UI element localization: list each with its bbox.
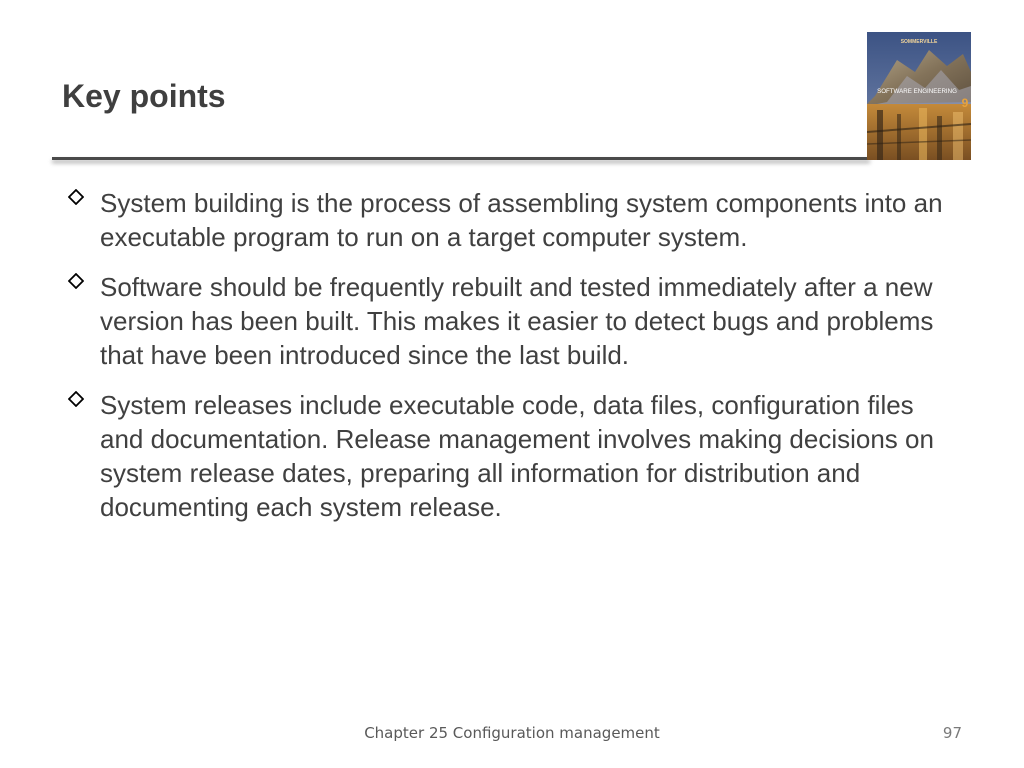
- diamond-bullet-icon: [68, 273, 84, 289]
- slide-title: Key points: [62, 78, 226, 114]
- title-divider: [52, 157, 870, 160]
- bullet-text: System building is the process of assembling system components into an executable program to run on a target computer system.: [100, 188, 943, 252]
- bullet-item: [62, 388, 962, 524]
- diamond-bullet-icon: [68, 391, 84, 407]
- bullet-item: [62, 186, 962, 254]
- footer-chapter: Chapter 25 Configuration management: [364, 724, 660, 742]
- key-points-list: [62, 186, 962, 540]
- bullet-item: [62, 270, 962, 372]
- page-number: 97: [942, 724, 962, 742]
- book-cover-image: [867, 32, 971, 160]
- book-cover-title: SOFTWARE ENGINEERING: [877, 88, 957, 95]
- book-cover-edition: 9: [961, 96, 969, 110]
- book-cover-author: SOMMERVILLE: [900, 39, 938, 45]
- diamond-bullet-icon: [68, 189, 84, 205]
- bullet-text: System releases include executable code, data files, configuration files and documentation. Release management involves making decisions on system release dates, preparing all information for distribution and documenting each system release.: [100, 390, 934, 522]
- bullet-text: Software should be frequently rebuilt and tested immediately after a new version has been built. This makes it easier to detect bugs and problems that have been introduced since the last build.: [100, 272, 934, 370]
